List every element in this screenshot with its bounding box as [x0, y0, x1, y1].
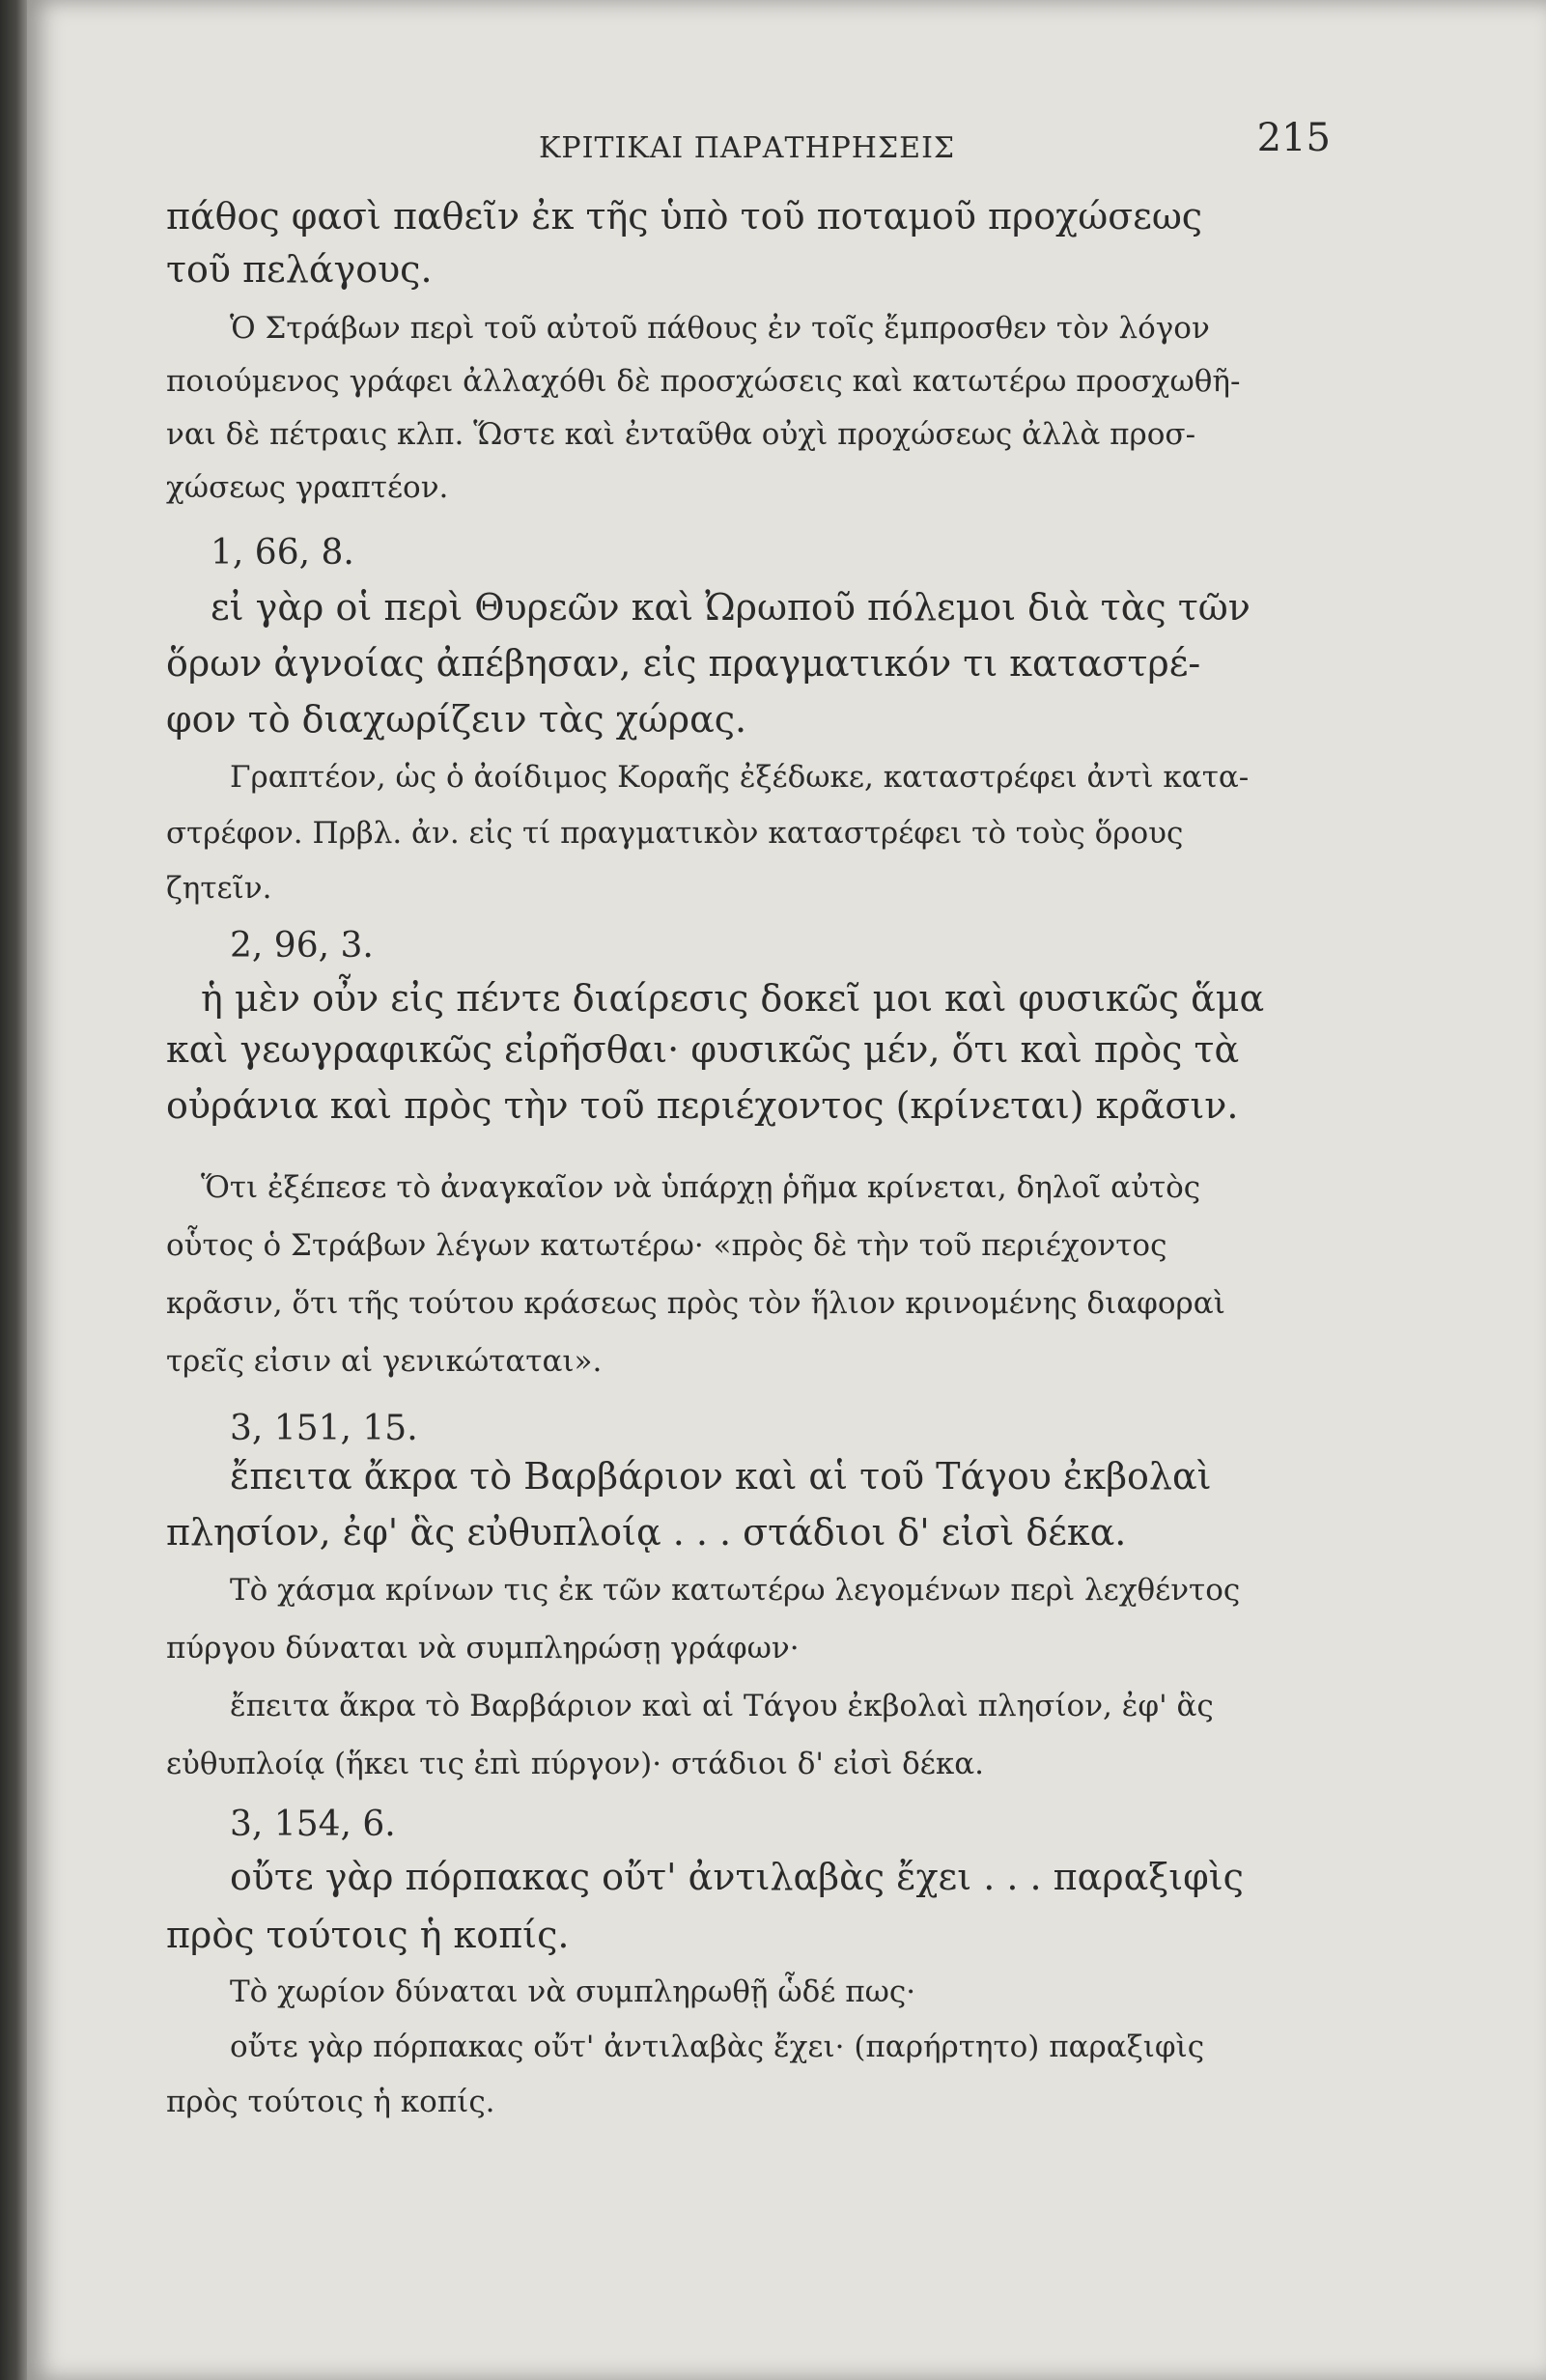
text-line: οὔτε γὰρ πόρπακας οὔτ' ἀντιλαβὰς ἔχει· (παρήρτητο) παραξιφὶς — [230, 2030, 1205, 2064]
reference-number: 2, 96, 3. — [230, 926, 374, 966]
book-page — [27, 0, 1546, 2380]
page-number: 215 — [1256, 116, 1331, 160]
text-line: πρὸς τούτοις ἡ κοπίς. — [166, 1914, 570, 1956]
text-line: τρεῖς εἰσιν αἱ γενικώταται». — [166, 1344, 603, 1379]
reference-number: 1, 66, 8. — [211, 533, 354, 573]
text-line: πρὸς τούτοις ἡ κοπίς. — [166, 2085, 495, 2119]
text-line: ἔπειτα ἄκρα τὸ Βαρβάριον καὶ αἱ Τάγου ἐκβολαὶ πλησίον, ἐφ' ἃς — [230, 1689, 1214, 1723]
text-line: ζητεῖν. — [166, 871, 272, 906]
text-line: πλησίον, ἐφ' ἃς εὐθυπλοίᾳ . . . στάδιοι δ' εἰσὶ δέκα. — [166, 1511, 1127, 1554]
text-line: οὐράνια καὶ πρὸς τὴν τοῦ περιέχοντος (κρίνεται) κρᾶσιν. — [166, 1084, 1239, 1127]
text-line: χώσεως γραπτέον. — [166, 470, 449, 505]
text-line: κρᾶσιν, ὅτι τῆς τούτου κράσεως πρὸς τὸν ἥλιον κρινομένης διαφοραὶ — [166, 1286, 1225, 1321]
text-line: ἡ μὲν οὖν εἰς πέντε διαίρεσις δοκεῖ μοι καὶ φυσικῶς ἅμα — [201, 977, 1265, 1020]
text-line: ἔπειτα ἄκρα τὸ Βαρβάριον καὶ αἱ τοῦ Τάγου ἐκβολαὶ — [230, 1455, 1212, 1498]
text-line: Τὸ χάσμα κρίνων τις ἐκ τῶν κατωτέρω λεγομένων περὶ λεχθέντος — [230, 1573, 1241, 1608]
scan-dark-edge — [0, 0, 27, 2380]
reference-number: 3, 154, 6. — [230, 1805, 396, 1844]
text-line: Γραπτέον, ὡς ὁ ἀοίδιμος Κοραῆς ἐξέδωκε, καταστρέφει ἀντὶ κατα- — [230, 760, 1250, 795]
text-line: οὗτος ὁ Στράβων λέγων κατωτέρω· «πρὸς δὲ τὴν τοῦ περιέχοντος — [166, 1228, 1167, 1263]
text-line: εἰ γὰρ οἱ περὶ Θυρεῶν καὶ Ὠρωποῦ πόλεμοι διὰ τὰς τῶν — [211, 586, 1251, 629]
text-line: στρέφον. Πρβλ. ἀν. εἰς τί πραγματικὸν καταστρέφει τὸ τοὺς ὅρους — [166, 816, 1184, 851]
text-line: Ὁ Στράβων περὶ τοῦ αὐτοῦ πάθους ἐν τοῖς ἔμπροσθεν τὸν λόγον — [230, 311, 1210, 346]
text-line: ναι δὲ πέτραις κλπ. Ὥστε καὶ ἐνταῦθα οὐχὶ προχώσεως ἀλλὰ προσ- — [166, 417, 1196, 452]
text-line: εὐθυπλοίᾳ (ἥκει τις ἐπὶ πύργον)· στάδιοι δ' εἰσὶ δέκα. — [166, 1747, 985, 1781]
text-line: φον τὸ διαχωρίζειν τὰς χώρας. — [166, 698, 747, 741]
text-line: ποιούμενος γράφει ἀλλαχόθι δὲ προσχώσεις καὶ κατωτέρω προσχωθῆ- — [166, 364, 1241, 399]
text-line: Ὅτι ἐξέπεσε τὸ ἀναγκαῖον νὰ ὑπάρχῃ ῥῆμα κρίνεται, δηλοῖ αὐτὸς — [201, 1170, 1201, 1205]
text-line: Τὸ χωρίον δύναται νὰ συμπληρωθῇ ὧδέ πως· — [230, 1974, 916, 2009]
text-line: πύργου δύναται νὰ συμπληρώσῃ γράφων· — [166, 1631, 800, 1666]
text-line: πάθος φασὶ παθεῖν ἐκ τῆς ὑπὸ τοῦ ποταμοῦ προχώσεως — [166, 195, 1203, 238]
reference-number: 3, 151, 15. — [230, 1409, 418, 1448]
text-line: οὔτε γὰρ πόρπακας οὔτ' ἀντιλαβὰς ἔχει . . . παραξιφὶς — [230, 1856, 1244, 1898]
text-line: ὅρων ἀγνοίας ἀπέβησαν, εἰς πραγματικόν τι καταστρέ- — [166, 642, 1201, 685]
running-title: ΚΡΙΤΙΚΑΙ ΠΑΡΑΤΗΡΗΣΕΙΣ — [539, 131, 956, 165]
text-line: τοῦ πελάγους. — [166, 248, 433, 291]
text-line: καὶ γεωγραφικῶς εἰρῆσθαι· φυσικῶς μέν, ὅτι καὶ πρὸς τὰ — [166, 1028, 1240, 1071]
page-header — [162, 116, 1350, 174]
